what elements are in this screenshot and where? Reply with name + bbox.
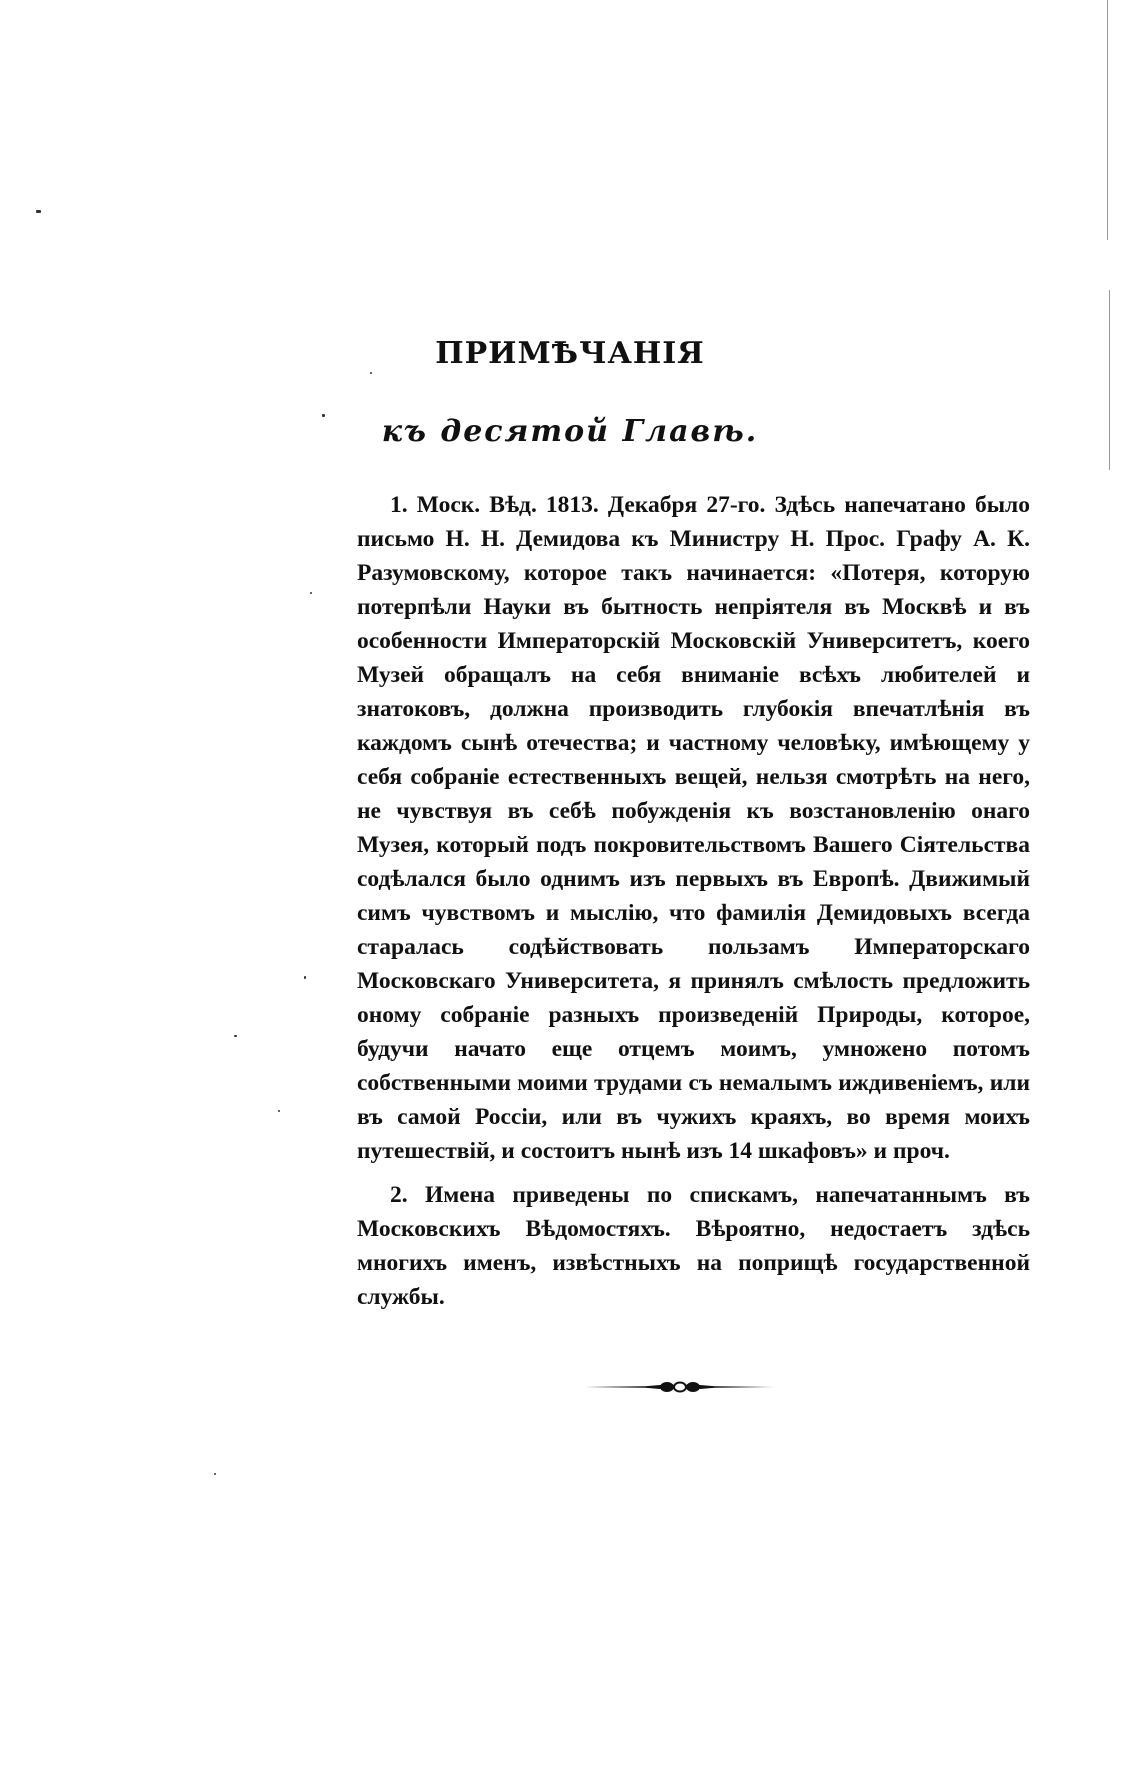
note-paragraph: 2. Имена приведены по спискамъ, напечатаннымъ въ Московскихъ Вѣдомостяхъ. Вѣроятно, недостаетъ здѣсь многихъ именъ, извѣстныхъ на поприщѣ государственной службы. [357, 1182, 1030, 1310]
scan-speck [278, 1110, 280, 1112]
note-paragraph: 1. Моск. Вѣд. 1813. Декабря 27-го. Здѣсь напечатано было письмо Н. Н. Демидова къ Министру Н. Прос. Графу А. К. Разумовскому, которое такъ начинается: «Потеря, которую потерпѣли Науки въ бытность непріятеля въ Москвѣ и въ особенности Императорскій Московскій Университетъ, коего Музей обращалъ на себя вниманіе всѣхъ любителей и знатоковъ, должна производить глубокія впечатлѣнія въ каждомъ сынѣ отечества; и частному человѣку, имѣющему у себя собраніе естественныхъ вещей, нельзя смотрѣть на него, не чувствуя въ себѣ побужденія къ возстановленію онаго Музея, который подъ покровительствомъ Вашего Сіятельства содѣлался было однимъ изъ первыхъ въ Европѣ. Движимый симъ чувствомъ и мыслію, что фамилія Демидовыхъ всегда старалась содѣйствовать пользамъ Императорскаго Московскаго Университета, я принялъ смѣлость предложить оному собраніе разныхъ произведеній Природы, которое, будучи начато еще отцемъ моимъ, умножено потомъ собственными моими трудами съ немалымъ иждивеніемъ, или въ самой Россіи, или въ чужихъ краяхъ, во время моихъ путешествій, и состоитъ нынѣ изъ 14 шкафовъ» и проч. [357, 492, 1030, 1164]
scan-speck [370, 372, 372, 374]
page-subtitle: къ десятой Главѣ. [381, 414, 759, 449]
scan-speck [214, 1473, 216, 1475]
scan-speck [36, 210, 41, 213]
notes-body [357, 488, 1030, 1324]
page-title: ПРИМѢЧАНІЯ [435, 336, 705, 371]
end-ornament [585, 1380, 775, 1394]
scan-speck [304, 976, 306, 979]
scan-speck [310, 592, 312, 594]
scan-edge-line [1107, 0, 1108, 240]
scan-speck [234, 1035, 237, 1037]
